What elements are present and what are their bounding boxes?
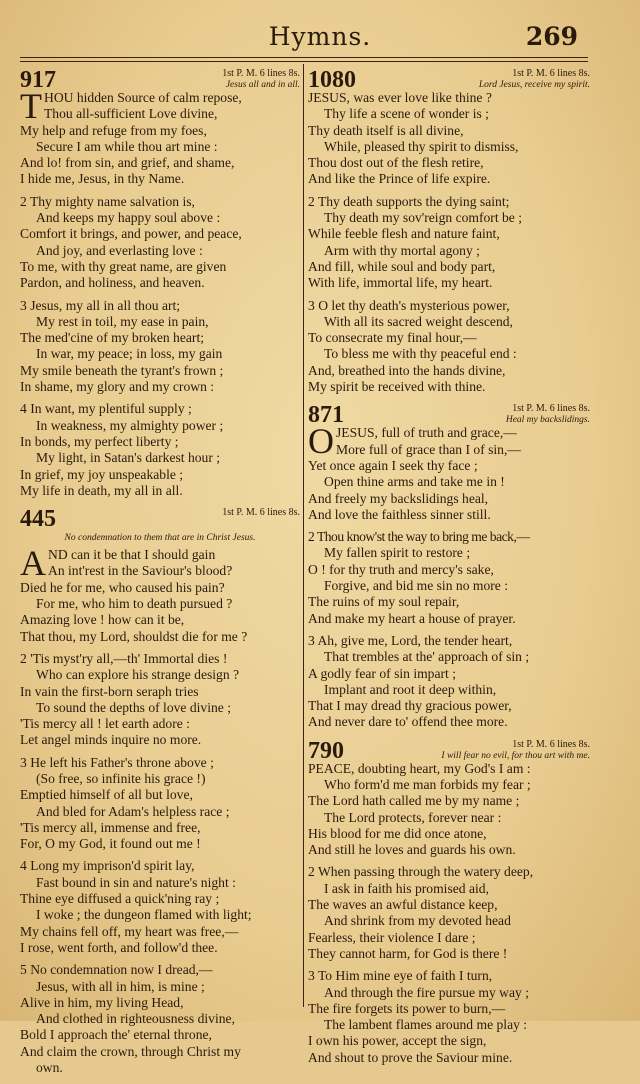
- stanza-2: [308, 194, 590, 292]
- verse-line: I ask in faith his promised aid,: [324, 880, 489, 896]
- verse-line: They cannot harm, for God is there !: [308, 945, 508, 961]
- page-title: Hymns.: [268, 22, 372, 51]
- hymn-header: [308, 402, 590, 429]
- hymn-871: [308, 403, 590, 730]
- verse-line: Amazing love ! how can it be,: [20, 612, 185, 628]
- verse-line: I woke ; the dungeon flamed with light;: [36, 907, 252, 923]
- verse-line: The Lord hath called me by my name ;: [308, 793, 520, 809]
- verse-line: For me, who him to death pursued ?: [36, 596, 233, 612]
- verse-line: Thy death itself is all divine,: [308, 122, 464, 138]
- verse-line: In bonds, my perfect liberty ;: [20, 433, 179, 449]
- verse-line: My smile beneath the tyrant's frown ;: [20, 362, 224, 378]
- verse-line: 3 Jesus, my all in all thou art;: [20, 297, 181, 313]
- verse-line: HOU hidden Source of calm repose,: [44, 90, 242, 105]
- left-column: [20, 68, 300, 1084]
- verse-line: In shame, my glory and my crown :: [20, 379, 215, 395]
- page-number: 269: [525, 22, 578, 51]
- verse-line: Thine eye diffused a quick'ning ray ;: [20, 891, 220, 907]
- verse-line: Yet once again I seek thy face ;: [308, 457, 478, 473]
- drop-cap: T: [20, 86, 42, 126]
- verse-line: That thou, my Lord, shouldst die for me ?: [20, 628, 248, 644]
- stanza-1: [20, 543, 300, 645]
- verse-line: Secure I am while thou art mine :: [36, 138, 218, 154]
- hymn-number: 790: [308, 737, 344, 764]
- verse-line: And freely my backslidings heal,: [308, 490, 489, 506]
- verse-line: 3 Ah, give me, Lord, the tender heart,: [308, 632, 513, 648]
- verse-line: And love the faithless sinner still.: [308, 506, 491, 522]
- verse-line: In vain the first-born seraph tries: [20, 683, 199, 699]
- verse-line: Arm with thy mortal agony ;: [324, 242, 480, 258]
- verse-line: And, breathed into the hands divine,: [308, 362, 506, 378]
- verse-line: I own his power, accept the sign,: [308, 1033, 487, 1049]
- verse-line: And joy, and everlasting love :: [36, 242, 203, 258]
- verse-line: While, pleased thy spirit to dismiss,: [324, 138, 519, 154]
- stanza-2: [308, 529, 590, 627]
- verse-line: Alive in him, my living Head,: [20, 994, 184, 1010]
- hymn-header: [20, 506, 300, 533]
- hymn-subject: No condemnation to them that are in Christ Jesus.: [64, 533, 256, 544]
- hymn-meter: 1st P. M. 6 lines 8s.: [512, 68, 590, 79]
- hymn-1080: [308, 68, 590, 395]
- hymn-number: 871: [308, 402, 344, 429]
- hymn-subject: Jesus all and in all.: [225, 80, 300, 90]
- verse-line: 5 No condemnation now I dread,—: [20, 962, 213, 978]
- verse-line: A godly fear of sin impart ;: [308, 665, 456, 681]
- verse-line: The ruins of my soul repair,: [308, 594, 460, 610]
- verse-line: 2 Thy death supports the dying saint;: [308, 193, 510, 209]
- verse-line: And still he loves and guards his own.: [308, 842, 516, 858]
- verse-line: The waves an awful distance keep,: [308, 897, 498, 913]
- verse-line: And make my heart a house of prayer.: [308, 610, 516, 626]
- hymn-header: [308, 67, 590, 93]
- stanza-1: [308, 421, 590, 523]
- hymn-790: [308, 739, 590, 1066]
- stanza-1: [308, 90, 590, 188]
- verse-line: Thy death my sov'reign comfort be ;: [324, 210, 522, 226]
- verse-line: My rest in toil, my ease in pain,: [36, 313, 209, 329]
- verse-line: JESUS, full of truth and grace,—: [336, 425, 517, 441]
- verse-line: For, O my God, it found out me !: [20, 836, 201, 852]
- hymn-header: [20, 67, 300, 93]
- hymn-917: [20, 68, 300, 499]
- verse-line: PEACE, doubting heart, my God's I am :: [308, 760, 531, 776]
- verse-line: 3 He left his Father's throne above ;: [20, 754, 214, 770]
- verse-line: While feeble flesh and nature faint,: [308, 226, 500, 242]
- verse-line: 'Tis mercy all, immense and free,: [20, 819, 201, 835]
- stanza-3: [308, 298, 590, 396]
- verse-line: ND can it be that I should gain: [48, 547, 216, 563]
- stanza-1: [308, 761, 590, 859]
- hymn-meter: 1st P. M. 6 lines 8s.: [512, 738, 590, 750]
- drop-cap: O: [308, 421, 334, 462]
- verse-line: I rose, went forth, and follow'd thee.: [20, 939, 218, 955]
- verse-line: 2 Thou know'st the way to bring me back,—: [308, 529, 530, 545]
- verse-line: Who can explore his strange design ?: [36, 667, 240, 683]
- verse-line: Open thine arms and take me in !: [324, 474, 505, 490]
- stanza-3: [20, 755, 300, 853]
- verse-line: And shout to prove the Saviour mine.: [308, 1049, 513, 1065]
- stanza-1: [20, 86, 300, 188]
- column-divider: [303, 64, 304, 1007]
- verse-line: In weakness, my almighty power ;: [36, 417, 224, 433]
- verse-line: 'Tis mercy all ! let earth adore :: [20, 716, 190, 732]
- verse-line: More full of grace than I of sin,—: [336, 441, 521, 457]
- verse-line: The Lord protects, forever near :: [324, 809, 502, 825]
- verse-line: 2 Thy mighty name salvation is,: [20, 193, 195, 209]
- verse-line: 3 To Him mine eye of faith I turn,: [308, 968, 493, 984]
- verse-line: And bled for Adam's helpless race ;: [36, 803, 230, 819]
- stanza-3: [20, 298, 300, 396]
- verse-line: (So free, so infinite his grace !): [36, 770, 206, 786]
- verse-line: Thy life a scene of wonder is ;: [324, 106, 489, 122]
- verse-line: JESUS, was ever love like thine ?: [308, 90, 492, 105]
- verse-line: Implant and root it deep within,: [324, 681, 497, 697]
- verse-line: Pardon, and holiness, and heaven.: [20, 275, 205, 291]
- stanza-3: [308, 633, 590, 731]
- verse-line: 2 'Tis myst'ry all,—th' Immortal dies !: [20, 650, 228, 666]
- verse-line: Comfort it brings, and power, and peace,: [20, 226, 242, 242]
- verse-line: The fire forgets its power to burn,—: [308, 1000, 506, 1016]
- verse-line: Forgive, and bid me sin no more :: [324, 578, 509, 594]
- header-rule: [20, 57, 588, 62]
- verse-line: Fearless, their violence I dare ;: [308, 929, 476, 945]
- stanza-2: [20, 194, 300, 292]
- hymn-number: 445: [20, 506, 56, 533]
- verse-line: Thou dost out of the flesh retire,: [308, 155, 484, 171]
- stanza-5: [20, 962, 300, 1076]
- verse-line: With life, immortal life, my heart.: [308, 275, 493, 291]
- hymn-445: [20, 507, 300, 1076]
- verse-line: 3 O let thy death's mysterious power,: [308, 297, 510, 313]
- verse-line: 4 In want, my plentiful supply ;: [20, 401, 192, 417]
- verse-line: Fast bound in sin and nature's night :: [36, 874, 236, 890]
- stanza-3: [308, 968, 590, 1066]
- verse-line: In war, my peace; in loss, my gain: [36, 346, 223, 362]
- verse-line: To sound the depths of love divine ;: [36, 699, 231, 715]
- stanza-4: [20, 401, 300, 499]
- verse-line: And keeps my happy soul above :: [36, 210, 221, 226]
- hymn-meter: 1st P. M. 6 lines 8s.: [512, 403, 590, 415]
- verse-line: My spirit be received with thine.: [308, 379, 486, 395]
- stanza-4: [20, 858, 300, 956]
- verse-line: O ! for thy truth and mercy's sake,: [308, 561, 494, 577]
- verse-line: And through the fire pursue my way ;: [324, 984, 529, 1000]
- verse-line: And shrink from my devoted head: [324, 913, 511, 929]
- verse-line: And never dare to' offend thee more.: [308, 714, 508, 730]
- page-header: [0, 22, 640, 62]
- verse-line: And lo! from sin, and grief, and shame,: [20, 155, 235, 171]
- hymn-subject: Lord Jesus, receive my spirit.: [478, 80, 590, 90]
- hymn-header: [308, 737, 590, 764]
- verse-line: Let angel minds inquire no more.: [20, 732, 202, 748]
- stanza-2: [308, 864, 590, 962]
- verse-line: 2 When passing through the watery deep,: [308, 864, 534, 880]
- verse-line: My fallen spirit to restore ;: [324, 545, 471, 561]
- verse-line: To consecrate my final hour,—: [308, 330, 477, 346]
- verse-line: In grief, my joy unspeakable ;: [20, 466, 184, 482]
- verse-line: 4 Long my imprison'd spirit lay,: [20, 858, 195, 874]
- verse-line: Emptied himself of all but love,: [20, 787, 193, 803]
- verse-line: Who form'd me man forbids my fear ;: [324, 776, 531, 792]
- verse-line: Thou all-sufficient Love divine,: [44, 106, 218, 122]
- verse-line: To me, with thy great name, are given: [20, 258, 227, 274]
- drop-cap: A: [20, 543, 46, 584]
- verse-line: And fill, while soul and body part,: [308, 258, 496, 274]
- hymn-subject: I will fear no evil, for thou art with me.: [441, 750, 590, 761]
- verse-line: The lambent flames around me play :: [324, 1017, 528, 1033]
- stanza-2: [20, 651, 300, 749]
- verse-line: My chains fell off, my heart was free,—: [20, 923, 239, 939]
- verse-line: Bold I approach the' eternal throne,: [20, 1027, 212, 1043]
- verse-line: I hide me, Jesus, in thy Name.: [20, 171, 185, 187]
- verse-line: With all its sacred weight descend,: [324, 313, 513, 329]
- verse-line: own.: [36, 1060, 63, 1076]
- hymn-subject: Heal my backslidings.: [505, 415, 590, 426]
- verse-line: Jesus, with all in him, is mine ;: [36, 978, 205, 994]
- verse-line: Died he for me, who caused his pain?: [20, 579, 225, 595]
- verse-line: My help and refuge from my foes,: [20, 122, 207, 138]
- hymn-number: 1080: [308, 67, 356, 93]
- verse-line: And clothed in righteousness divine,: [36, 1011, 235, 1027]
- verse-line: The med'cine of my broken heart;: [20, 330, 205, 346]
- verse-line: My life in death, my all in all.: [20, 482, 183, 498]
- verse-line: And claim the crown, through Christ my: [20, 1043, 241, 1059]
- right-column: [308, 68, 590, 1074]
- hymn-meter: 1st P. M. 6 lines 8s.: [222, 68, 300, 79]
- verse-line: To bless me with thy peaceful end :: [324, 346, 517, 362]
- hymn-number: 917: [20, 67, 56, 93]
- verse-line: And like the Prince of life expire.: [308, 171, 491, 187]
- verse-line: That I may dread thy gracious power,: [308, 698, 512, 714]
- verse-line: His blood for me did once atone,: [308, 825, 487, 841]
- hymn-meter: 1st P. M. 6 lines 8s.: [222, 507, 300, 519]
- verse-line: That trembles at the' approach of sin ;: [324, 649, 530, 665]
- verse-line: My light, in Satan's darkest hour ;: [36, 450, 221, 466]
- verse-line: An int'rest in the Saviour's blood?: [48, 563, 233, 579]
